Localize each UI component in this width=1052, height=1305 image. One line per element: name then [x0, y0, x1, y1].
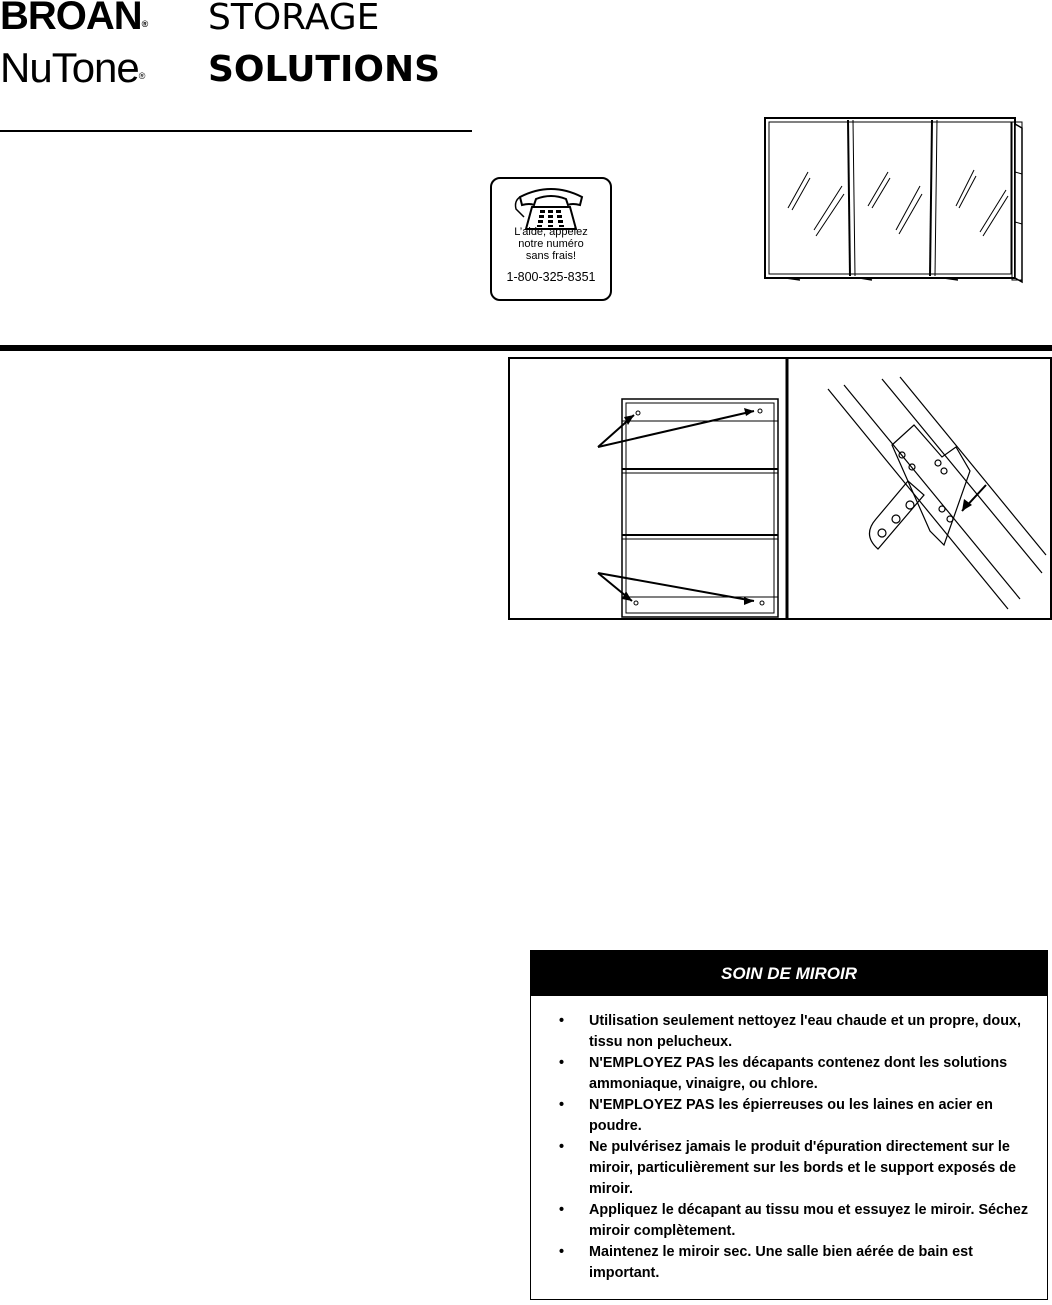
mirror-care-list: [531, 1011, 1047, 1284]
section-divider: [0, 345, 1052, 351]
installation-figures: [508, 357, 1052, 620]
mirror-care-item: • Ne pulvérisez jamais le produit d'épuration directement sur le miroir, particulièrement sur les bords et le support exposés de miroir.: [559, 1139, 1017, 1197]
broan-logo: BROAN®: [0, 0, 148, 38]
mirror-care-title: SOIN DE MIROIR: [531, 951, 1047, 996]
help-line-3: sans frais!: [525, 250, 577, 262]
header-divider: [0, 130, 472, 132]
nutone-logo: NuTone®: [0, 44, 145, 91]
bullet-icon: •: [559, 1244, 565, 1260]
cabinet-back-diagram: [598, 399, 778, 617]
mirror-care-panel: [530, 950, 1048, 1300]
bullet-icon: •: [559, 1055, 565, 1071]
help-line-2: notre numéro: [518, 238, 584, 250]
mirror-care-item: • Utilisation seulement nettoyez l'eau chaude et un propre, doux, tissu non pelucheux.: [559, 1013, 1022, 1050]
help-phone-number: 1-800-325-8351: [506, 270, 596, 284]
mirror-care-item: • N'EMPLOYEZ PAS les épierreuses ou les laines en acier en poudre.: [559, 1097, 993, 1134]
solutions-title: SOLUTIONS: [208, 49, 441, 90]
help-phone-box: [490, 177, 612, 301]
mirror-care-item: • Maintenez le miroir sec. Une salle bien aérée de bain est important.: [559, 1244, 973, 1281]
help-line-1: L’aide, appelez: [514, 226, 588, 238]
bullet-icon: •: [559, 1097, 565, 1113]
bullet-icon: •: [559, 1139, 565, 1155]
bullet-icon: •: [559, 1013, 565, 1029]
hinge-detail-diagram: [828, 377, 1046, 609]
storage-title: STORAGE: [208, 0, 380, 38]
bullet-icon: •: [559, 1202, 565, 1218]
installation-figures-drawing: [510, 359, 1050, 618]
medicine-cabinet-illustration: [760, 110, 1052, 300]
mirror-care-item: • N'EMPLOYEZ PAS les décapants contenez dont les solutions ammoniaque, vinaigre, ou chlore.: [559, 1055, 1008, 1092]
mirror-care-item: • Appliquez le décapant au tissu mou et essuyez le miroir. Séchez miroir complètement.: [559, 1202, 1029, 1239]
